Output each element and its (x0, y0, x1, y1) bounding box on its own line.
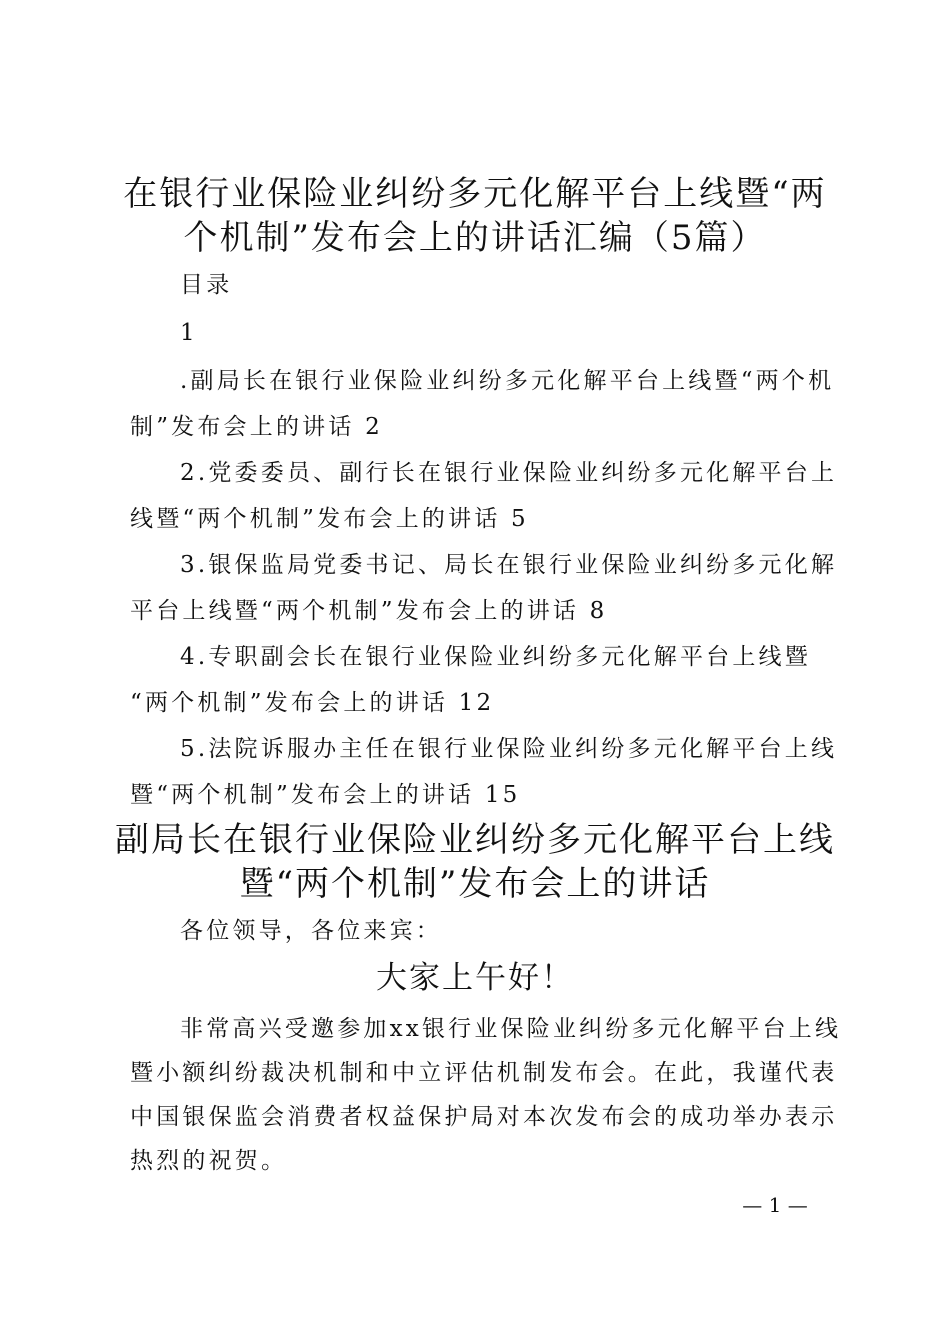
page-number: — 1 — (742, 1193, 808, 1217)
toc-item-5-line-1: 5.法院诉服办主任在银行业保险业纠纷多元化解平台上线 (180, 736, 838, 762)
section-title-line-2: 暨“两个机制”发布会上的讲话 (239, 864, 711, 904)
document-title (100, 172, 850, 260)
toc-item-4-line-2: “两个机制”发布会上的讲话 12 (130, 690, 495, 716)
toc-item-1-line-1: .副局长在银行业保险业纠纷多元化解平台上线暨“两个机 (180, 368, 835, 394)
toc-item-2-line-1: 2.党委委员、副行长在银行业保险业纠纷多元化解平台上 (180, 460, 838, 486)
toc-item-3-line-1: 3.银保监局党委书记、局长在银行业保险业纠纷多元化解 (180, 552, 838, 578)
toc-item-5-line-2: 暨“两个机制”发布会上的讲话 15 (130, 782, 521, 808)
section-title (100, 818, 850, 906)
section-title-line-1: 副局长在银行业保险业纠纷多元化解平台上线 (115, 820, 835, 860)
paragraph-line-4: 热烈的祝贺。 (130, 1148, 288, 1174)
toc-number: 1 (180, 320, 198, 346)
paragraph-line-2: 暨小额纠纷裁决机制和中立评估机制发布会。在此，我谨代表 (130, 1060, 838, 1086)
toc-item-4-line-1: 4.专职副会长在银行业保险业纠纷多元化解平台上线暨 (180, 644, 811, 670)
salutation: 各位领导，各位来宾： (180, 918, 442, 944)
greeting: 大家上午好！ (376, 960, 574, 996)
toc-item-3-line-2: 平台上线暨“两个机制”发布会上的讲话 8 (130, 598, 608, 624)
toc-item-2-line-2: 线暨“两个机制”发布会上的讲话 5 (130, 506, 529, 532)
toc-heading: 目录 (180, 272, 233, 298)
paragraph-line-1: 非常高兴受邀参加xx银行业保险业纠纷多元化解平台上线 (180, 1016, 842, 1042)
toc-item-1-line-2: 制”发布会上的讲话 2 (130, 414, 383, 440)
document-title-line-2: 个机制”发布会上的讲话汇编（5篇） (183, 218, 767, 258)
document-title-line-1: 在银行业保险业纠纷多元化解平台上线暨“两 (123, 174, 827, 214)
paragraph-line-3: 中国银保监会消费者权益保护局对本次发布会的成功举办表示 (130, 1104, 838, 1130)
